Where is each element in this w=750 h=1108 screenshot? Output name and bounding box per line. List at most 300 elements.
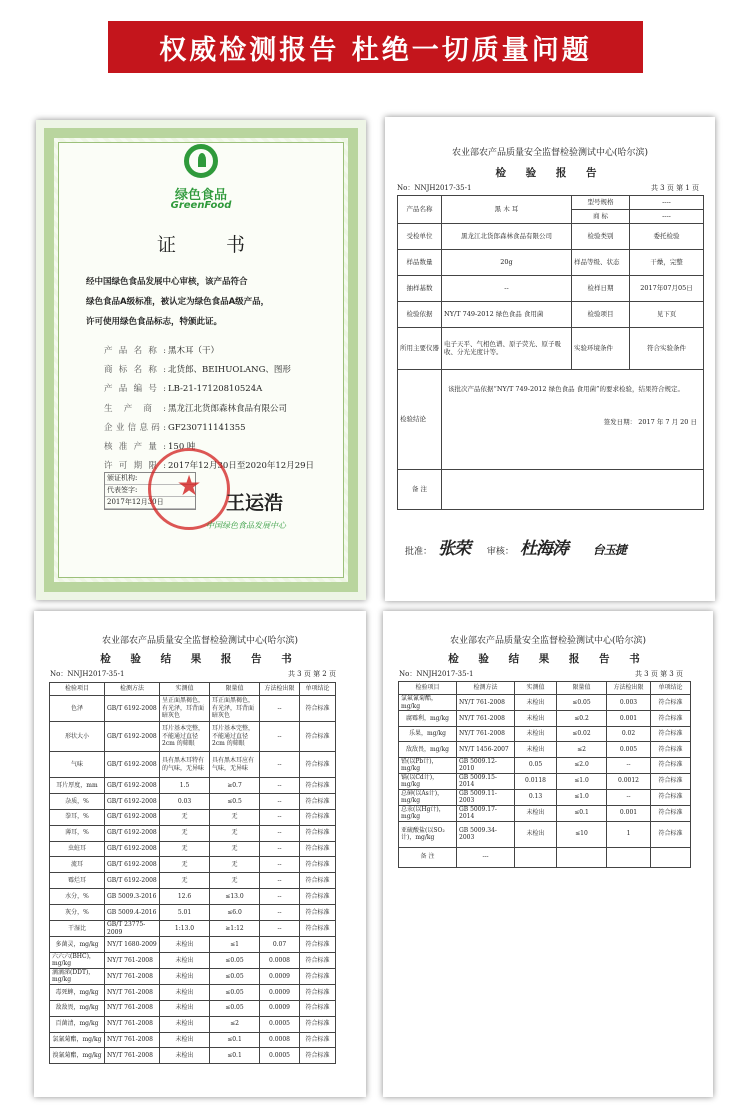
table-cell: 百菌清，mg/kg <box>50 1016 105 1032</box>
table-cell: 无 <box>210 809 260 825</box>
table-cell: -- <box>607 789 651 805</box>
table-cell: -- <box>260 857 300 873</box>
table-cell: 腐霉利，mg/kg <box>399 711 457 727</box>
intro-line: 经中国绿色食品发展中心审核，该产品符合 <box>86 277 248 287</box>
institute-name: 农业部农产品质量安全监督检验测试中心(哈尔滨) <box>101 636 299 646</box>
certificate-title: 证 书 <box>156 234 268 256</box>
table-cell: GB/T 6192-2008 <box>105 696 160 722</box>
cell-value: 2017年07月05日 <box>630 276 704 302</box>
table-cell: 未检出 <box>515 821 557 847</box>
cell-label: 产品名称 <box>398 196 442 224</box>
report-title: 检 验 报 告 <box>495 167 605 179</box>
title-banner <box>108 21 643 73</box>
cell-value: 黑龙江北货郎森林食品有限公司 <box>442 224 572 250</box>
field-product-name: 产品名称: 黑木耳（干） <box>104 346 220 356</box>
table-cell: NY/T 761-2008 <box>105 984 160 1000</box>
table-cell: 流耳 <box>50 857 105 873</box>
logo-english: GreenFood <box>170 200 232 211</box>
cell-label: 抽样基数 <box>398 276 442 302</box>
table-cell: 未检出 <box>160 952 210 968</box>
report-number: No：NNJH2017-35-1 <box>399 670 474 678</box>
table-cell: 无 <box>160 857 210 873</box>
approver-signature: 张荣 <box>438 539 471 559</box>
table-row <box>50 984 336 1000</box>
table-cell: 符合标准 <box>300 968 336 984</box>
table-row <box>399 742 691 758</box>
table-header-row <box>399 682 691 695</box>
table-cell: ≤0.05 <box>210 1000 260 1016</box>
table-cell: 水分，% <box>50 889 105 905</box>
table-cell: ≤1.0 <box>557 789 607 805</box>
table-cell: ≤0.05 <box>210 968 260 984</box>
table-cell: 未检出 <box>160 1000 210 1016</box>
table-cell: 未检出 <box>515 726 557 742</box>
table-cell: 0.0012 <box>607 773 651 789</box>
table-cell: ≤0.05 <box>557 695 607 711</box>
cell-label: 检验类别 <box>572 224 630 250</box>
field-output: 核准产量: 150 吨 <box>104 442 196 453</box>
cell-value: 干燥，完整 <box>630 250 704 276</box>
table-row <box>50 921 336 937</box>
column-header: 方法检出限 <box>260 683 300 696</box>
table-cell: 符合标准 <box>651 805 691 821</box>
table-cell: ≤0.05 <box>210 952 260 968</box>
table-cell: GB/T 6192-2008 <box>105 841 160 857</box>
table-cell: 符合标准 <box>300 825 336 841</box>
field-producer: 生产商: 黑龙江北货郎森林食品有限公司 <box>104 403 288 414</box>
table-cell: 符合标准 <box>300 857 336 873</box>
cell-label: 所用主要仪器 <box>398 328 442 370</box>
column-header: 检测方法 <box>105 683 160 696</box>
table-row <box>50 825 336 841</box>
table-cell: 未检出 <box>515 695 557 711</box>
table-cell: GB/T 6192-2008 <box>105 722 160 752</box>
table-cell: NY/T 1680-2009 <box>105 937 160 953</box>
table-cell: 0.001 <box>607 711 651 727</box>
table-cell: 无 <box>160 873 210 889</box>
table-cell: ≤13.0 <box>210 889 260 905</box>
table-cell: 呈正面黑褐色，有光泽，耳背面暗灰色 <box>160 696 210 722</box>
table-row <box>399 789 691 805</box>
field-enterprise-code: 企业信息码: GF230711141355 <box>104 422 246 433</box>
cell-label: 实验环境条件 <box>572 328 630 370</box>
table-cell: 符合标准 <box>651 757 691 773</box>
table-cell: 0.0118 <box>515 773 557 789</box>
table-cell: 符合标准 <box>300 696 336 722</box>
table-cell <box>607 847 651 867</box>
table-cell: NY/T 761-2008 <box>105 1048 160 1064</box>
table-cell: GB/T 6192-2008 <box>105 778 160 794</box>
cell-value: 电子天平、气相色谱、原子荧光、原子吸收、分光光度计等。 <box>442 328 572 370</box>
table-cell: 镉(以Cd计)，mg/kg <box>399 773 457 789</box>
table-cell: 符合标准 <box>300 722 336 752</box>
table-cell: -- <box>607 757 651 773</box>
table-cell: 总砷(以As计)，mg/kg <box>399 789 457 805</box>
cell-value: 委托检验 <box>630 224 704 250</box>
table-row <box>50 778 336 794</box>
table-cell: 12.6 <box>160 889 210 905</box>
table-cell: 备 注 <box>399 847 457 867</box>
table-row <box>399 726 691 742</box>
table-cell: 未检出 <box>160 968 210 984</box>
table-cell: -- <box>260 696 300 722</box>
table-cell: 气味 <box>50 752 105 778</box>
table-cell: 无 <box>210 873 260 889</box>
table-cell: 0.03 <box>160 793 210 809</box>
table-cell: 符合标准 <box>300 952 336 968</box>
table-cell: ≤0.1 <box>210 1032 260 1048</box>
cell-label: 样品等级、状态 <box>572 250 630 276</box>
institute-name: 农业部农产品质量安全监督检验测试中心(哈尔滨) <box>451 148 649 158</box>
table-cell: 符合标准 <box>300 841 336 857</box>
table-cell: 符合标准 <box>651 773 691 789</box>
table-cell: 0.07 <box>260 937 300 953</box>
table-row <box>399 847 691 867</box>
table-row <box>50 1000 336 1016</box>
table-cell: ≤1.0 <box>557 773 607 789</box>
table-cell: 符合标准 <box>300 1032 336 1048</box>
table-cell: 符合标准 <box>651 821 691 847</box>
signatures-row <box>405 534 626 559</box>
table-cell: 耳片厚度，mm <box>50 778 105 794</box>
table-row <box>50 793 336 809</box>
table-cell: 铅(以Pb计)，mg/kg <box>399 757 457 773</box>
table-cell: 耳片基本完整，不能通过直径 2cm 的筛眼 <box>160 722 210 752</box>
table-cell: 耳正面黑褐色，有光泽，耳背面暗灰色 <box>210 696 260 722</box>
table-cell: ≤2.0 <box>557 757 607 773</box>
conclusion-cell <box>442 370 704 470</box>
table-cell: 0.0009 <box>260 1000 300 1016</box>
table-cell: 总汞(以Hg计)，mg/kg <box>399 805 457 821</box>
certificate-footer: 中国绿色食品发展中心 <box>206 521 286 530</box>
table-row <box>50 809 336 825</box>
report-title: 检 验 结 果 报 告 书 <box>100 653 300 665</box>
table-cell: NY/T 761-2008 <box>105 1000 160 1016</box>
issuer-row: 代表签字: <box>105 485 195 497</box>
table-cell: 符合标准 <box>300 905 336 921</box>
column-header: 检验项目 <box>399 682 457 695</box>
table-cell: 符合标准 <box>300 889 336 905</box>
table-cell: 未检出 <box>515 711 557 727</box>
table-cell: 符合标准 <box>300 1000 336 1016</box>
table-cell: ≥0.7 <box>210 778 260 794</box>
table-cell: ≤0.1 <box>210 1048 260 1064</box>
table-cell: 符合标准 <box>300 937 336 953</box>
table-cell: -- <box>260 722 300 752</box>
table-cell: ≤0.5 <box>210 793 260 809</box>
page-indicator: 共 3 页 第 1 页 <box>650 184 699 192</box>
table-cell: 符合标准 <box>300 921 336 937</box>
table-row <box>50 905 336 921</box>
table-cell: 1:13.0 <box>160 921 210 937</box>
table-cell: -- <box>260 752 300 778</box>
cell-label: 检验项目 <box>572 302 630 328</box>
table-cell: 无 <box>210 841 260 857</box>
cell-value: NY/T 749-2012 绿色食品 食用菌 <box>442 302 572 328</box>
certificate-intro <box>86 272 318 332</box>
cell-label: 型号规格 <box>572 196 630 210</box>
table-row <box>399 773 691 789</box>
cell-value: ---- <box>630 196 704 210</box>
table-cell: 0.003 <box>607 695 651 711</box>
table-row <box>50 889 336 905</box>
table-cell: 1 <box>607 821 651 847</box>
table-row <box>50 722 336 752</box>
table-cell: 灰分，% <box>50 905 105 921</box>
table-cell: 符合标准 <box>300 793 336 809</box>
table-cell: GB/T 6192-2008 <box>105 793 160 809</box>
table-cell: 亚硫酸盐(以SO₂计)，mg/kg <box>399 821 457 847</box>
table-cell: NY/T 761-2008 <box>457 695 515 711</box>
table-row <box>50 1016 336 1032</box>
table-header-row <box>50 683 336 696</box>
table-row <box>399 757 691 773</box>
logo-chinese: 绿色食品 <box>174 188 227 203</box>
results-table <box>398 681 691 868</box>
table-cell: 无 <box>210 825 260 841</box>
table-cell: -- <box>260 921 300 937</box>
table-row <box>50 857 336 873</box>
page-indicator: 共 3 页 第 2 页 <box>287 670 336 678</box>
table-cell: -- <box>260 793 300 809</box>
table-cell: 氯氰菊酯，mg/kg <box>50 1032 105 1048</box>
table-cell: 0.0008 <box>260 1032 300 1048</box>
table-cell: 色泽 <box>50 696 105 722</box>
table-cell: 符合标准 <box>651 695 691 711</box>
table-cell: NY/T 761-2008 <box>457 726 515 742</box>
table-cell: 溴氰菊酯，mg/kg <box>50 1048 105 1064</box>
table-cell: 0.0009 <box>260 968 300 984</box>
green-food-certificate <box>36 120 366 600</box>
table-cell: 未检出 <box>515 742 557 758</box>
table-cell: -- <box>260 841 300 857</box>
banner-text: 权威检测报告 杜绝一切质量问题 <box>159 34 592 66</box>
table-cell: 符合标准 <box>300 984 336 1000</box>
table-row <box>50 841 336 857</box>
table-cell: 符合标准 <box>300 873 336 889</box>
table-cell: 形状大小 <box>50 722 105 752</box>
table-row <box>50 873 336 889</box>
cell-label: 样品数量 <box>398 250 442 276</box>
table-row <box>50 1032 336 1048</box>
table-cell: 0.0009 <box>260 984 300 1000</box>
table-cell: GB 5009.3-2016 <box>105 889 160 905</box>
inspection-report-page-1 <box>385 117 715 601</box>
table-cell: ≤1 <box>210 937 260 953</box>
table-row <box>399 821 691 847</box>
field-license-period: 许可期限: 2017年12月30日至2020年12月29日 <box>104 461 315 472</box>
table-cell: 霉烂耳 <box>50 873 105 889</box>
table-cell: 符合标准 <box>651 711 691 727</box>
table-cell: 符合标准 <box>300 778 336 794</box>
table-cell: 1.5 <box>160 778 210 794</box>
table-cell: 0.13 <box>515 789 557 805</box>
table-cell <box>651 847 691 867</box>
table-cell: GB/T 6192-2008 <box>105 857 160 873</box>
table-cell: -- <box>260 825 300 841</box>
table-cell: 滴滴涕(DDT)，mg/kg <box>50 968 105 984</box>
handwritten-signature: 王运浩 <box>226 492 284 514</box>
table-cell: 0.02 <box>607 726 651 742</box>
table-cell: ≤0.05 <box>210 984 260 1000</box>
table-row <box>399 695 691 711</box>
table-cell: 多菌灵，mg/kg <box>50 937 105 953</box>
table-cell: 杂质，% <box>50 793 105 809</box>
table-cell: GB/T 6192-2008 <box>105 809 160 825</box>
cell-value: ---- <box>630 210 704 224</box>
table-cell: ≤0.2 <box>557 711 607 727</box>
table-cell: NY/T 761-2008 <box>105 1016 160 1032</box>
table-cell: 薄耳，% <box>50 825 105 841</box>
cell-label: 受检单位 <box>398 224 442 250</box>
table-cell: 无 <box>210 857 260 873</box>
cell-label: 检验结论 <box>398 370 442 470</box>
table-cell: 未检出 <box>160 1048 210 1064</box>
cell-value: 见下页 <box>630 302 704 328</box>
cell-value: -- <box>442 276 572 302</box>
reviewer-signature: 杜海涛 <box>519 539 568 559</box>
table-cell: 符合标准 <box>651 742 691 758</box>
table-cell: 敌敌畏，mg/kg <box>50 1000 105 1016</box>
table-cell: -- <box>260 778 300 794</box>
table-cell: 符合标准 <box>651 726 691 742</box>
column-header: 单项结论 <box>651 682 691 695</box>
green-food-logo-icon <box>184 144 218 178</box>
table-cell: 0.0008 <box>260 952 300 968</box>
table-cell: 拳耳，% <box>50 809 105 825</box>
table-cell: 虫蛀耳 <box>50 841 105 857</box>
report-title: 检 验 结 果 报 告 书 <box>448 653 648 665</box>
table-cell: ≤10 <box>557 821 607 847</box>
table-cell: 未检出 <box>160 1016 210 1032</box>
intro-line: 绿色食品A级标准，被认定为绿色食品A级产品， <box>86 297 270 307</box>
table-cell: -- <box>260 873 300 889</box>
table-cell: 符合标准 <box>300 809 336 825</box>
column-header: 检验项目 <box>50 683 105 696</box>
inspection-report-page-2 <box>34 611 366 1097</box>
table-cell: 0.0005 <box>260 1016 300 1032</box>
table-cell: 0.005 <box>607 742 651 758</box>
table-cell: 符合标准 <box>651 789 691 805</box>
table-cell: 无 <box>160 809 210 825</box>
table-cell: 符合标准 <box>300 1016 336 1032</box>
cell-value: 黑 木 耳 <box>442 196 572 224</box>
cell-label: 检样日期 <box>572 276 630 302</box>
table-cell: 无 <box>160 841 210 857</box>
table-cell: 未检出 <box>160 984 210 1000</box>
table-row <box>50 1048 336 1064</box>
institute-name: 农业部农产品质量安全监督检验测试中心(哈尔滨) <box>449 636 647 646</box>
issue-date: 签发日期： 2017 年 7 月 20 日 <box>603 418 697 426</box>
issuer-row: 颁证机构: <box>105 473 195 485</box>
report-number: No：NNJH2017-35-1 <box>50 670 125 678</box>
cell-value: 符合实验条件 <box>630 328 704 370</box>
reviewer-label: 审核： <box>486 547 514 557</box>
table-cell: GB 5009.12-2010 <box>457 757 515 773</box>
table-cell: 六六六(BHC)，mg/kg <box>50 952 105 968</box>
table-cell <box>557 847 607 867</box>
table-cell: 符合标准 <box>300 752 336 778</box>
inspector-signature: 台玉捷 <box>592 543 626 557</box>
table-cell: GB/T 6192-2008 <box>105 752 160 778</box>
cell-value: 20g <box>442 250 572 276</box>
table-cell: NY/T 1456-2007 <box>457 742 515 758</box>
table-cell: 符合标准 <box>300 1048 336 1064</box>
table-cell: 具有黑木耳应有气味，无异味 <box>210 752 260 778</box>
table-cell: NY/T 761-2008 <box>105 1032 160 1048</box>
table-cell: ≤0.1 <box>557 805 607 821</box>
issuer-row: 2017年12月30日 <box>105 497 195 509</box>
official-seal-icon <box>148 448 230 530</box>
cell-label: 商 标 <box>572 210 630 224</box>
table-cell: 氯氟氰菊酯，mg/kg <box>399 695 457 711</box>
table-row <box>399 711 691 727</box>
table-cell: GB/T 6192-2008 <box>105 873 160 889</box>
table-cell: NY/T 761-2008 <box>105 952 160 968</box>
table-cell: 0.05 <box>515 757 557 773</box>
table-cell: 敌敌畏，mg/kg <box>399 742 457 758</box>
table-cell: GB/T 6192-2008 <box>105 825 160 841</box>
table-cell: -- <box>260 809 300 825</box>
table-row <box>50 752 336 778</box>
table-cell: 具有黑木耳特有的气味，无异味 <box>160 752 210 778</box>
column-header: 方法检出限 <box>607 682 651 695</box>
table-cell: 毒死蜱，mg/kg <box>50 984 105 1000</box>
table-cell: NY/T 761-2008 <box>105 968 160 984</box>
table-cell: 未检出 <box>160 1032 210 1048</box>
table-cell: GB 5009.17-2014 <box>457 805 515 821</box>
table-row <box>50 937 336 953</box>
table-cell: 0.0005 <box>260 1048 300 1064</box>
table-row <box>50 968 336 984</box>
table-cell: GB 5009.34-2003 <box>457 821 515 847</box>
table-cell: 未检出 <box>515 805 557 821</box>
field-trademark: 商标名称: 北货郎、BEIHUOLANG、图形 <box>104 365 291 376</box>
table-cell: 干湿比 <box>50 921 105 937</box>
report-number: No：NNJH2017-35-1 <box>397 184 472 192</box>
table-cell <box>515 847 557 867</box>
field-product-code: 产品编号: LB-21-17120810524A <box>104 384 263 395</box>
table-cell: 未检出 <box>160 937 210 953</box>
table-cell: GB 5009.4-2016 <box>105 905 160 921</box>
column-header: 限量值 <box>210 683 260 696</box>
table-cell: ≤6.0 <box>210 905 260 921</box>
table-cell: -- <box>260 905 300 921</box>
results-table <box>49 682 336 1064</box>
column-header: 检测方法 <box>457 682 515 695</box>
table-cell: --- <box>457 847 515 867</box>
table-cell: 5.01 <box>160 905 210 921</box>
inspection-report-page-3 <box>383 611 713 1097</box>
table-cell: ≤2 <box>557 742 607 758</box>
table-row <box>50 952 336 968</box>
column-header: 实测值 <box>160 683 210 696</box>
approver-label: 批准： <box>405 547 433 557</box>
table-cell: 乐果，mg/kg <box>399 726 457 742</box>
column-header: 单项结论 <box>300 683 336 696</box>
table-cell: ≤0.02 <box>557 726 607 742</box>
table-row <box>399 805 691 821</box>
intro-line: 许可使用绿色食品标志，特颁此证。 <box>86 317 223 327</box>
table-cell: NY/T 761-2008 <box>457 711 515 727</box>
column-header: 实测值 <box>515 682 557 695</box>
table-cell: 0.001 <box>607 805 651 821</box>
table-cell: 耳片基本完整，不能通过直径 2cm 的筛眼 <box>210 722 260 752</box>
conclusion-text: 该批次产品依据“NY/T 749-2012 绿色食品 食用菌”的要求检验，结果符合规定。 <box>448 385 684 393</box>
cell-label: 检验依据 <box>398 302 442 328</box>
table-cell: ≤2 <box>210 1016 260 1032</box>
table-cell: 无 <box>160 825 210 841</box>
